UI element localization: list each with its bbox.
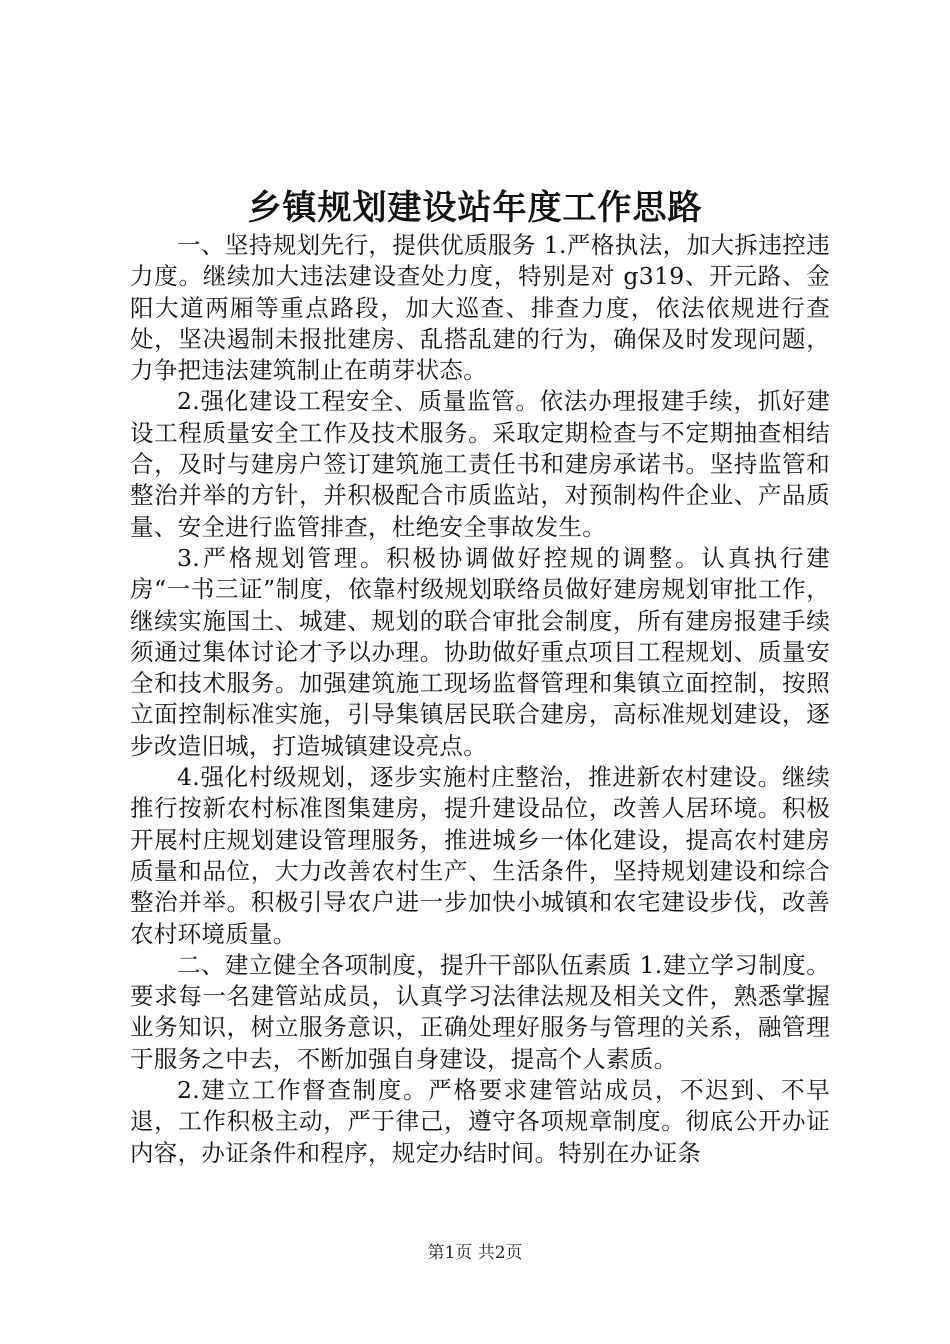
paragraph-2: 2.强化建设工程安全、质量监管。依法办理报建手续，抓好建设工程质量安全工作及技术服务。采取定期检查与不定期抽查相结合，及时与建房户签订建筑施工责任书和建房承诺书。坚持监管和整治并举的方针，并积极配合市质监站，对预制构件企业、产品质量、安全进行监管排查，杜绝安全事故发生。: [130, 387, 830, 541]
paragraph-6: 2.建立工作督查制度。严格要求建管站成员，不迟到、不早退，工作积极主动，严于律己，遵守各项规章制度。彻底公开办证内容，办证条件和程序，规定办结时间。特别在办证条: [130, 1076, 830, 1167]
paragraph-1: 一、坚持规划先行，提供优质服务 1.严格执法，加大拆违控违力度。继续加大违法建设查处力度，特别是对 g319、开元路、金阳大道两厢等重点路段，加大巡查、排查力度，依法依规进行查处，坚决遏制未报批建房、乱搭乱建的行为，确保及时发现问题，力争把违法建筑制止在萌芽状态。: [130, 231, 830, 385]
document-body: [130, 230, 830, 1169]
paragraph-3: 3.严格规划管理。积极协调做好控规的调整。认真执行建房“一书三证”制度，依靠村级规划联络员做好建房规划审批工作，继续实施国土、城建、规划的联合审批会制度，所有建房报建手续须通过集体讨论才予以办理。协助做好重点项目工程规划、质量安全和技术服务。加强建筑施工现场监督管理和集镇立面控制，按照立面控制标准实施，引导集镇居民联合建房，高标准规划建设，逐步改造旧城，打造城镇建设亮点。: [130, 543, 830, 760]
document-title: 乡镇规划建设站年度工作思路: [247, 188, 703, 228]
paragraph-5: 二、建立健全各项制度，提升干部队伍素质 1.建立学习制度。要求每一名建管站成员，认真学习法律法规及相关文件，熟悉掌握业务知识，树立服务意识，正确处理好服务与管理的关系，融管理于服务之中去，不断加强自身建设，提高个人素质。: [130, 950, 830, 1073]
page-number-footer: 第1页 共2页: [427, 1243, 523, 1263]
paragraph-4: 4.强化村级规划，逐步实施村庄整治，推进新农村建设。继续推行按新农村标准图集建房，提升建设品位，改善人居环境。积极开展村庄规划建设管理服务，推进城乡一体化建设，提高农村建房质量和品位，大力改善农村生产、生活条件，坚持规划建设和综合整治并举。积极引导农户进一步加快小城镇和农宅建设步伐，改善农村环境质量。: [130, 763, 830, 948]
